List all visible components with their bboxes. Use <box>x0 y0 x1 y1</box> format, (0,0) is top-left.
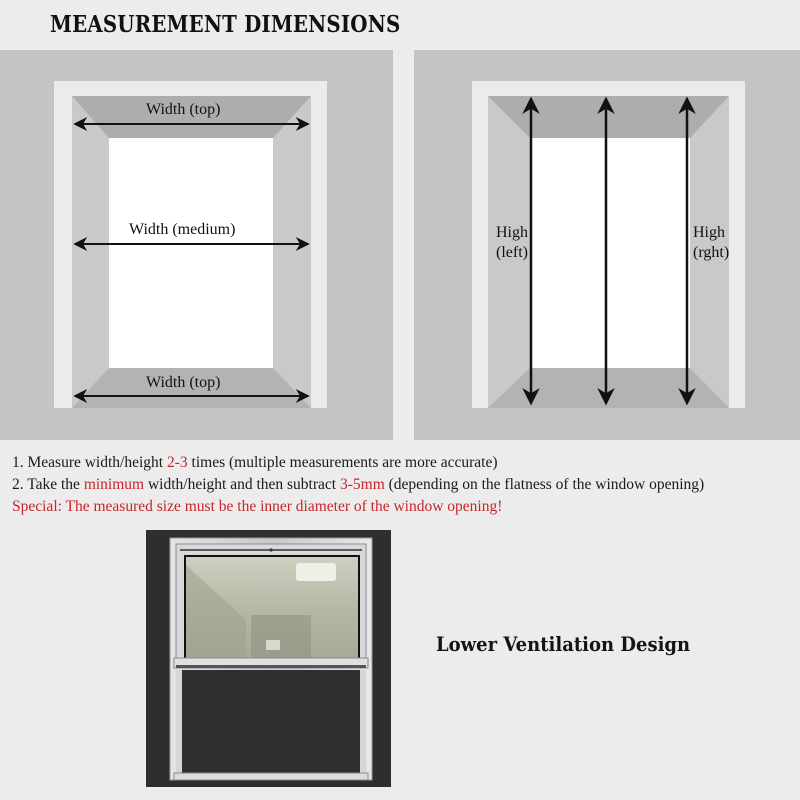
height-right-label <box>693 223 729 263</box>
width-measurement-diagram <box>0 50 393 440</box>
window-opening-illustration <box>414 50 800 440</box>
height-left-label-line2: (left) <box>496 244 528 261</box>
height-right-label-line2: (rght) <box>693 244 730 261</box>
height-measurement-diagram <box>414 50 800 440</box>
step-2-highlight-minimum: minimum <box>83 476 145 493</box>
height-left-label-line1: High <box>496 224 528 241</box>
width-top-label: Width (top) <box>146 101 221 118</box>
step-1-text: 1. Measure width/height <box>12 454 167 471</box>
step-1-suffix: times (multiple measurements are more accurate) <box>187 454 498 471</box>
step-2-highlight-mm: 3-5mm <box>339 476 385 493</box>
height-left-label <box>496 223 528 263</box>
height-right-label-line1: High <box>693 224 725 241</box>
product-window-photo <box>146 530 391 787</box>
width-medium-label: Width (medium) <box>129 221 236 238</box>
sash-window-image <box>146 530 391 787</box>
step-2-suffix: (depending on the flatness of the window opening) <box>384 476 705 493</box>
instruction-step-1 <box>12 452 704 474</box>
measurement-instructions <box>12 452 704 518</box>
product-caption: Lower Ventilation Design <box>436 632 691 656</box>
instruction-step-2 <box>12 474 704 496</box>
step-2-text: 2. Take the <box>12 476 84 493</box>
special-note: Special: The measured size must be the inner diameter of the window opening! <box>12 498 503 515</box>
step-1-highlight: 2-3 <box>166 454 188 471</box>
width-bottom-label: Width (top) <box>146 374 221 391</box>
step-2-middle: width/height and then subtract <box>144 476 340 493</box>
page-title: MEASUREMENT DIMENSIONS <box>50 11 401 38</box>
